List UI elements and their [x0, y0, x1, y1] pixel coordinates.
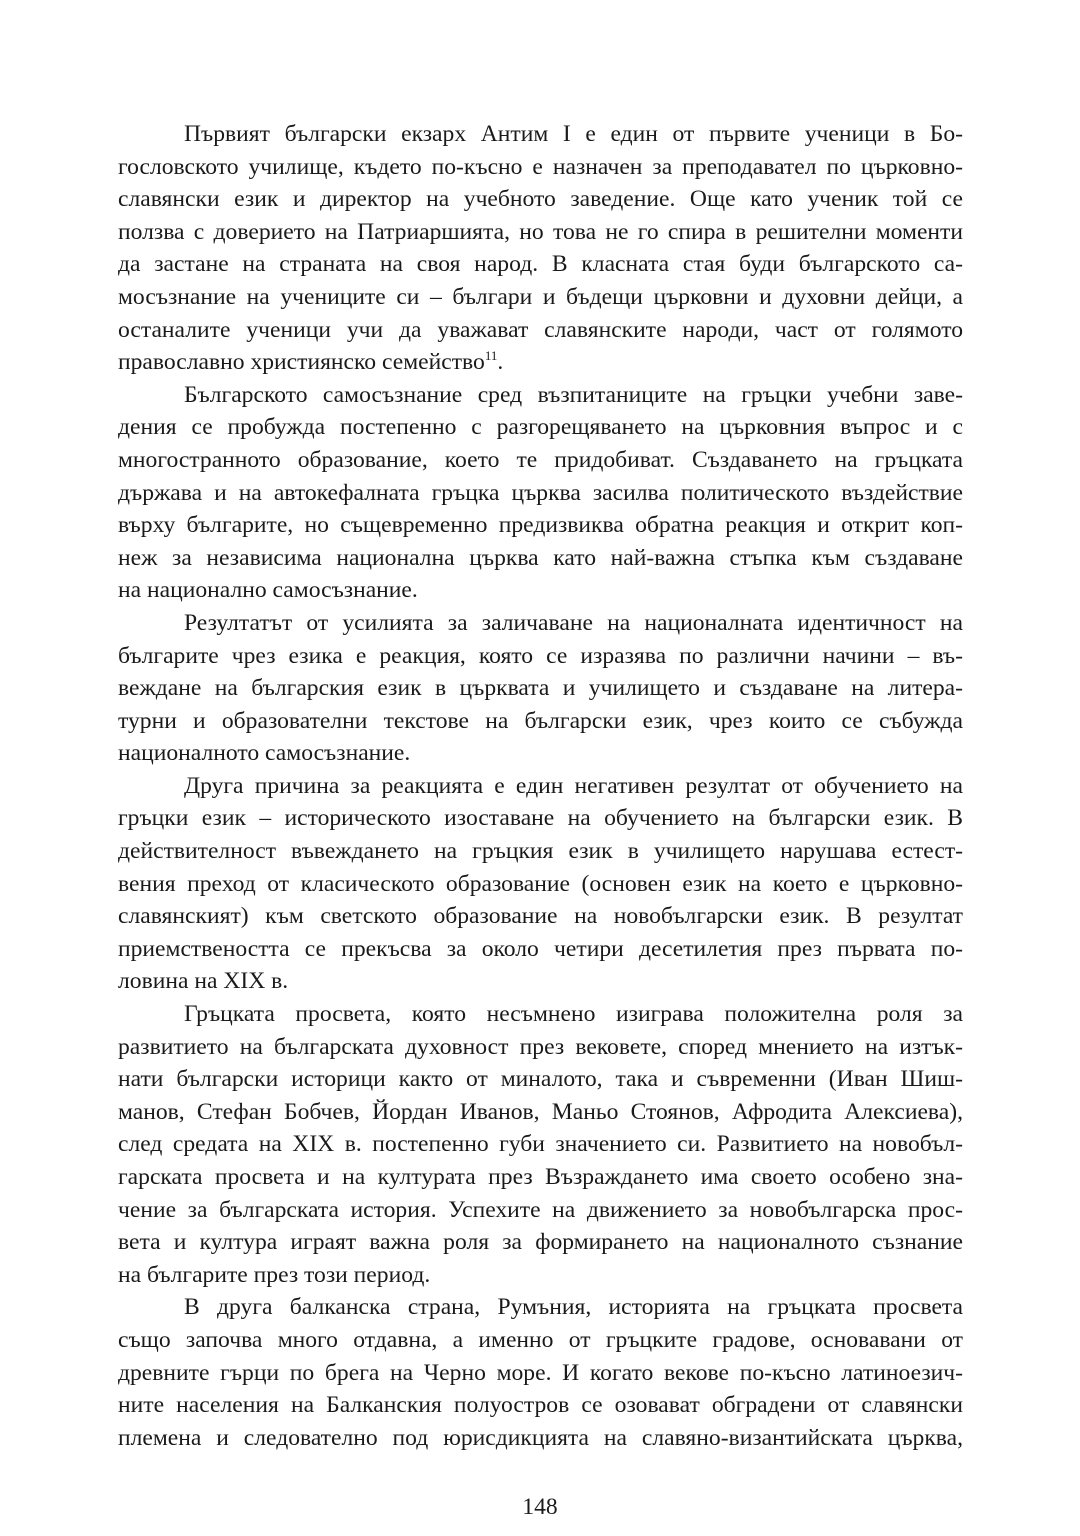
text-line: останалите ученици учи да уважават славянските народи, част от голямото: [118, 316, 963, 343]
text-line: нати български историци както от миналото, така и съвременни (Иван Шиш-: [118, 1066, 963, 1093]
text-line: гръцки език – историческото изоставане на обучението на български език. В: [118, 805, 963, 832]
text-line: вета и култура играят важна роля за формирането на националното съзнание: [118, 1229, 963, 1256]
text-line: веждане на българския език в църквата и училището и създаване на литера-: [118, 675, 963, 702]
text-line: славянският) към светското образование на новобългарски език. В резултат: [118, 903, 963, 930]
sentence-end: .: [497, 349, 504, 376]
page-number: 148: [522, 1494, 558, 1520]
text-line: Резултатът от усилията за заличаване на националната идентичност на: [184, 609, 963, 636]
footnote-reference[interactable]: 11: [484, 348, 498, 364]
text-line: държава и на автокефалната гръцка църква засилва политическото въздействие: [118, 479, 963, 506]
text-line: след средата на XIX в. постепенно губи значението си. Развитието на новобъл-: [118, 1131, 963, 1158]
text-line: на национално самосъзнание.: [118, 577, 418, 604]
text-line: гословското училище, където по-късно е назначен за преподавател по църковно-: [118, 153, 963, 180]
text-line: върху българите, но същевременно предизвиква обратна реакция и открит коп-: [118, 512, 963, 539]
paragraph-6: [118, 1291, 963, 1454]
text-line: гарската просвета и на културата през Възраждането има своето особено зна-: [118, 1164, 963, 1190]
text-line: Първият български екзарх Антим I е един от първите ученици в Бо-: [184, 121, 963, 147]
text-line: националното самосъзнание.: [118, 740, 411, 767]
text-line: дения се пробужда постепенно с разгорещяването на църковния въпрос и с: [118, 414, 963, 441]
text-line: да застане на страната на своя народ. В класната стая буди българското са-: [118, 251, 963, 278]
text-line: Друга причина за реакцията е един негативен резултат от обучението на: [184, 772, 963, 799]
text-line: [118, 346, 963, 379]
text-line: развитието на българската духовност през вековете, според мнението на изтък-: [118, 1033, 963, 1060]
paragraph-1: [118, 118, 963, 379]
text-line: действителност въвеждането на гръцкия език в училището нарушава естест-: [118, 838, 963, 865]
text-line: приемствеността се прекъсва за около четири десетилетия през първата по-: [118, 935, 963, 962]
text-line: Българското самосъзнание сред възпитаниците на гръцки учебни заве-: [184, 381, 963, 408]
text-line: многостранното образование, което те придобиват. Създаването на гръцката: [118, 446, 963, 473]
text-line: Гръцката просвета, която несъмнено изиграва положителна роля за: [184, 1001, 963, 1028]
text-line: древните гърци по брега на Черно море. И когато векове по-късно латиноезич-: [118, 1359, 963, 1386]
text-line: също започва много отдавна, а именно от гръцките градове, основавани от: [118, 1326, 963, 1353]
text-line: неж за независима национална църква като най-важна стъпка към създаване: [118, 544, 963, 571]
text-line-content: православно християнско семейство: [118, 349, 485, 376]
paragraph-4: [118, 770, 963, 998]
paragraph-3: [118, 607, 963, 770]
text-line: славянски език и директор на учебното заведение. Още като ученик той се: [118, 186, 963, 213]
text-line: българите чрез езика е реакция, която се изразява по различни начини – въ-: [118, 642, 963, 669]
paragraph-5: [118, 998, 963, 1291]
text-line: манов, Стефан Бобчев, Йордан Иванов, Маньо Стоянов, Афродита Алексиева),: [118, 1098, 963, 1125]
text-line: мосъзнание на учениците си – българи и бъдещи църковни и духовни дейци, а: [118, 283, 963, 310]
text-line: на българите през този период.: [118, 1261, 431, 1288]
body-text: [118, 118, 963, 1454]
text-line: ловина на XIX в.: [118, 968, 289, 995]
text-line: ползва с доверието на Патриаршията, но това не го спира в решителни моменти: [118, 218, 963, 245]
text-line: вения преход от класическото образование (основен език на което е църковно-: [118, 870, 963, 897]
text-line: племена и следователно под юрисдикцията на славяно-византийската църква,: [118, 1424, 963, 1451]
text-line: ните населения на Балканския полуостров се озовават обградени от славянски: [118, 1392, 963, 1419]
text-line: чение за българската история. Успехите на движението за новобългарска прос-: [118, 1196, 963, 1223]
text-line: В друга балканска страна, Румъния, историята на гръцката просвета: [184, 1294, 963, 1321]
text-line: турни и образователни текстове на български език, чрез които се събужда: [118, 707, 963, 734]
paragraph-2: [118, 379, 963, 607]
